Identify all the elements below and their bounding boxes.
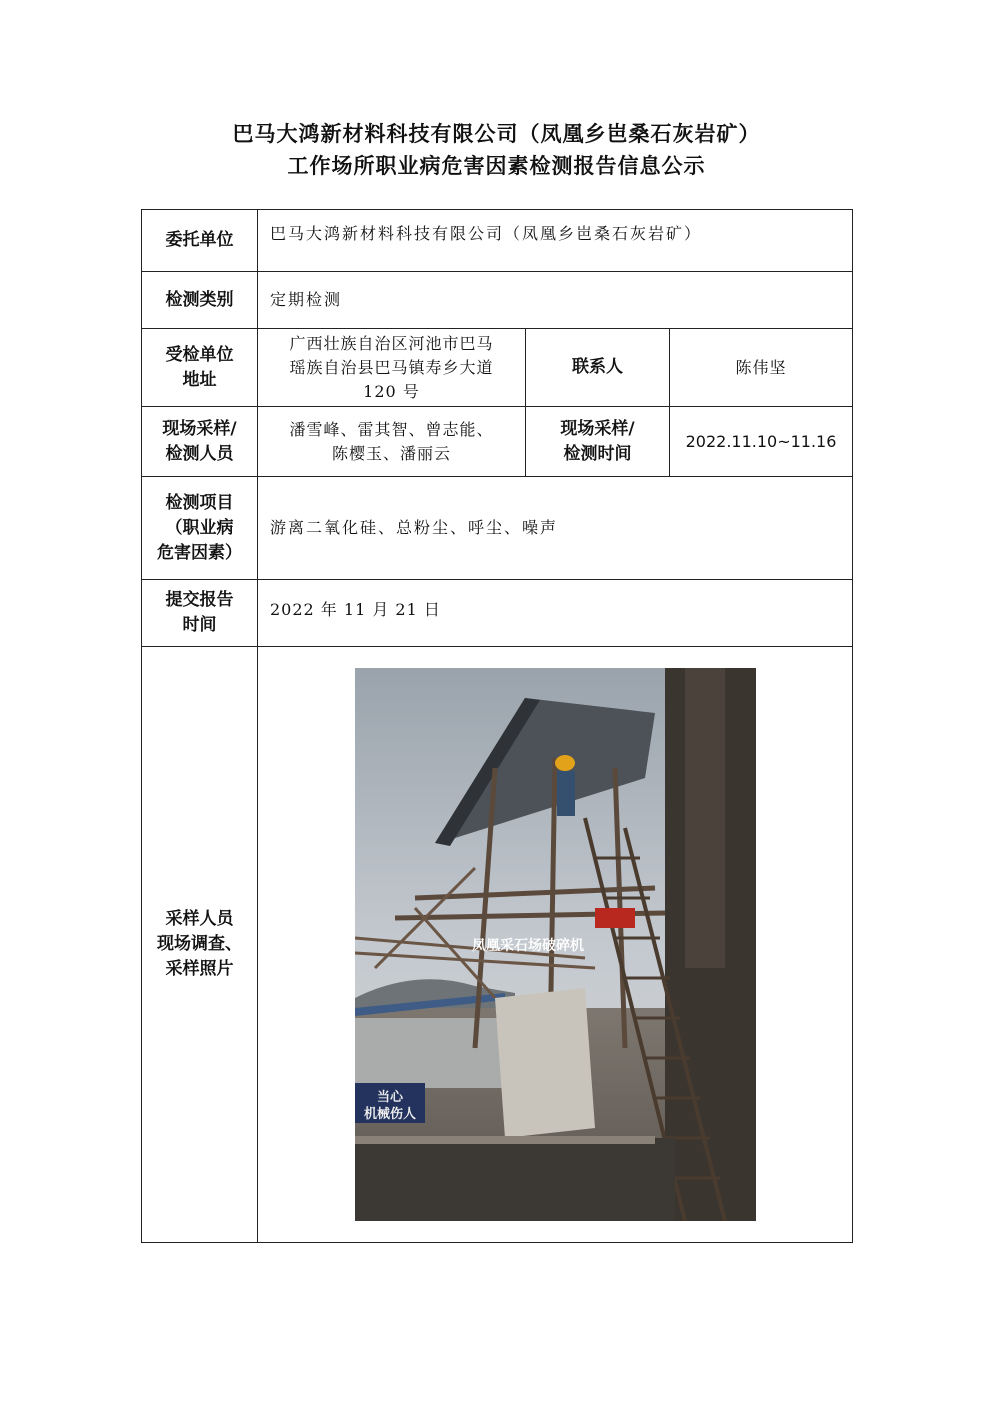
label-staff-line1: 现场采样/ [162, 418, 237, 439]
value-submit: 2022 年 11 月 21 日 [258, 580, 853, 647]
site-photo [355, 668, 756, 1221]
row-photo [142, 647, 853, 1243]
value-address-line1: 广西壮族自治区河池市巴马 [289, 333, 494, 353]
row-type [142, 272, 853, 329]
value-address [258, 329, 526, 407]
row-client [142, 210, 853, 272]
label-sampling-time-line1: 现场采样/ [560, 418, 635, 439]
label-photo-line2: 现场调查、 [157, 934, 242, 954]
label-items-line1: 检测项目 [165, 492, 234, 513]
label-contact: 联系人 [526, 329, 670, 407]
safety-sign-line2: 机械伤人 [363, 1107, 416, 1122]
label-type: 检测类别 [142, 272, 258, 329]
value-contact: 陈伟坚 [670, 329, 853, 407]
photo-cell [258, 647, 853, 1243]
title-line-2: 工作场所职业病危害因素检测报告信息公示 [287, 154, 706, 178]
label-photo-line1: 采样人员 [165, 909, 234, 929]
label-sampling-time [526, 407, 670, 477]
label-submit-line2: 时间 [182, 615, 217, 635]
label-address-line2: 地址 [182, 369, 217, 390]
safety-sign-line1: 当心 [376, 1090, 403, 1105]
label-staff-line2: 检测人员 [165, 443, 234, 464]
label-address-line1: 受检单位 [165, 344, 234, 365]
value-client: 巴马大鸿新材料科技有限公司（凤凰乡岜桑石灰岩矿） [258, 210, 853, 272]
title-block [0, 118, 993, 182]
row-address [142, 329, 853, 407]
label-items-line3: 危害因素） [157, 542, 242, 563]
row-submit [142, 580, 853, 647]
title-line-1: 巴马大鸿新材料科技有限公司（凤凰乡岜桑石灰岩矿） [232, 122, 761, 146]
label-submit [142, 580, 258, 647]
label-photo [142, 647, 258, 1243]
label-submit-line1: 提交报告 [165, 590, 234, 610]
label-sampling-time-line2: 检测时间 [563, 443, 632, 464]
report-table [141, 209, 853, 1243]
value-type: 定期检测 [258, 272, 853, 329]
value-staff-line1: 潘雪峰、雷其智、曾志能、 [289, 419, 494, 439]
crusher-photo-illustration [355, 668, 756, 1221]
label-address [142, 329, 258, 407]
value-staff [258, 407, 526, 477]
row-staff [142, 407, 853, 477]
value-address-line2: 瑶族自治县巴马镇寿乡大道 [289, 357, 494, 377]
label-client: 委托单位 [142, 210, 258, 272]
label-items [142, 477, 258, 580]
photo-caption: 凤凰采石场破碎机 [471, 938, 584, 954]
label-photo-line3: 采样照片 [165, 959, 234, 979]
value-items: 游离二氧化硅、总粉尘、呼尘、噪声 [258, 477, 853, 580]
label-staff [142, 407, 258, 477]
row-items [142, 477, 853, 580]
value-address-line3: 120 号 [363, 381, 420, 401]
value-sampling-time: 2022.11.10~11.16 [670, 407, 853, 477]
value-staff-line2: 陈樱玉、潘丽云 [331, 443, 451, 463]
label-items-line2: （职业病 [165, 517, 234, 538]
